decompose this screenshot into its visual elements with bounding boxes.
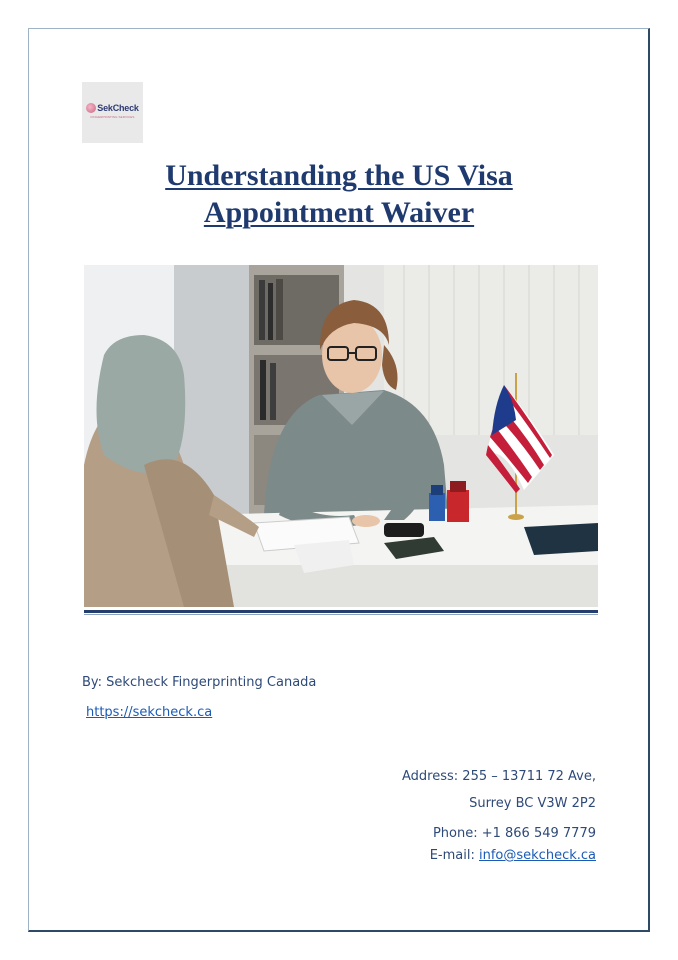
email-link[interactable]: info@sekcheck.ca [479, 848, 596, 863]
title-line-2: Appointment Waiver [203, 196, 475, 229]
email-line [430, 848, 596, 863]
byline: By: Sekcheck Fingerprinting Canada [82, 675, 317, 690]
email-label: E-mail: [429, 848, 479, 863]
address-line-1: Address: 255 – 13711 72 Ave, [402, 769, 596, 784]
phone-number: Phone: +1 866 549 7779 [432, 826, 596, 841]
document-title [80, 157, 598, 231]
website-link[interactable]: https://sekcheck.ca [86, 705, 213, 720]
divider-rule [84, 610, 598, 613]
visa-interview-photo [84, 265, 598, 607]
sekcheck-logo [82, 82, 143, 143]
title-line-1: Understanding the US Visa [165, 159, 513, 192]
logo-tagline: FINGERPRINTING SERVICES [90, 114, 135, 119]
fingerprint-icon [86, 103, 96, 113]
address-line-2: Surrey BC V3W 2P2 [469, 796, 596, 811]
logo-text: SekCheck [97, 102, 139, 113]
divider-rule-thin [84, 614, 598, 615]
